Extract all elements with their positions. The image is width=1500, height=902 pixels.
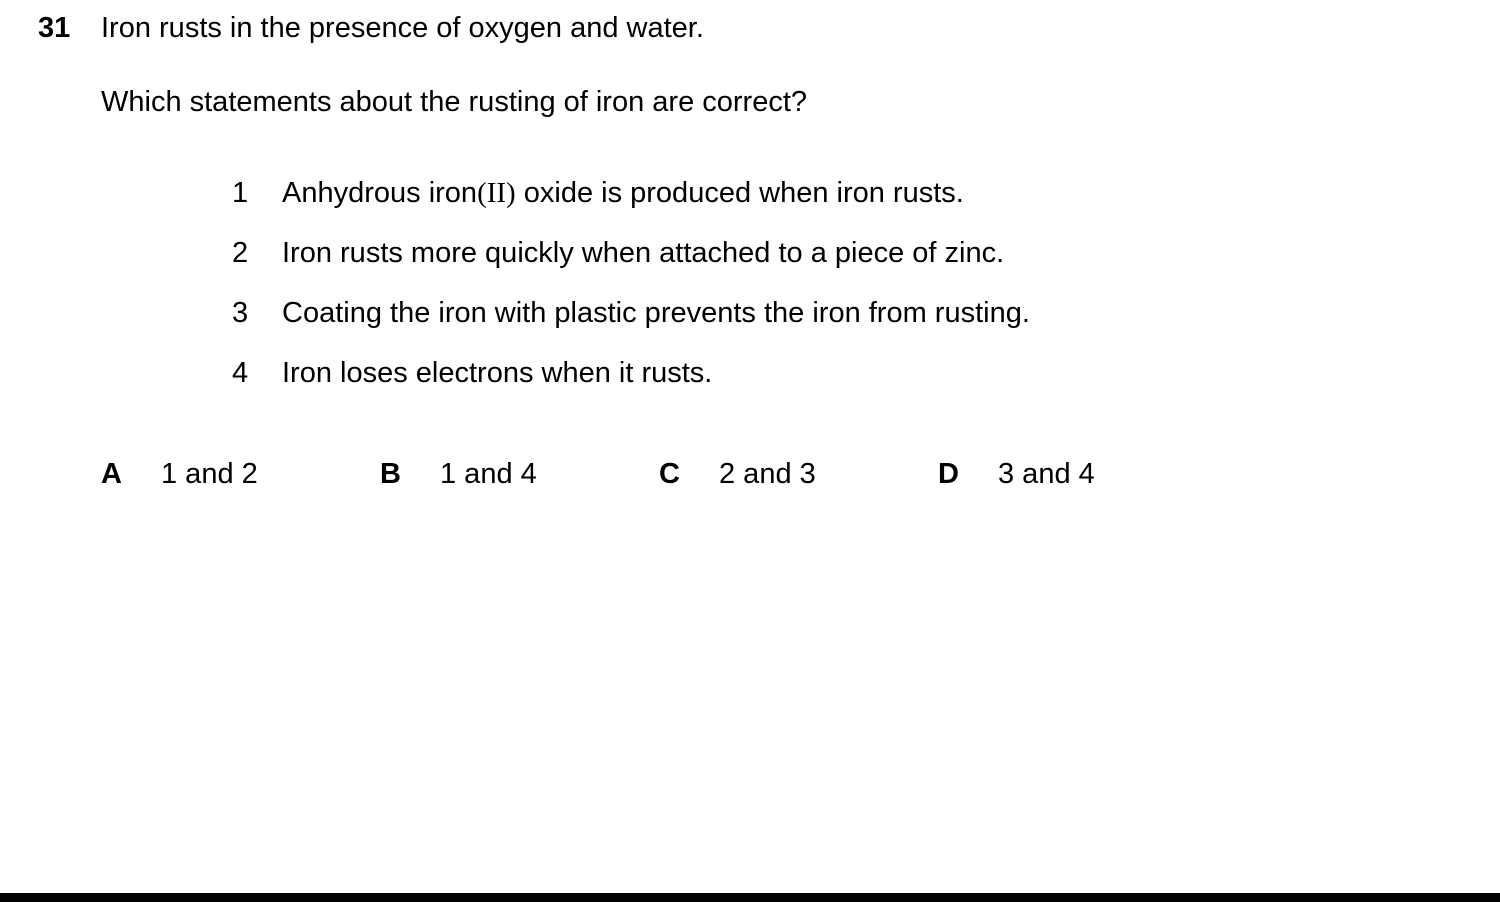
option-text: 3 and 4 — [998, 458, 1095, 490]
option-letter: B — [380, 458, 401, 490]
statement-1 — [232, 175, 964, 211]
option-text: 1 and 2 — [161, 458, 258, 490]
statement-3 — [232, 295, 1030, 331]
question-text: Iron rusts in the presence of oxygen and water. — [101, 12, 704, 44]
statement-number: 1 — [232, 177, 249, 209]
option-c[interactable] — [659, 456, 816, 492]
option-text: 2 and 3 — [719, 458, 816, 490]
statement-text: Coating the iron with plastic prevents the iron from rusting. — [282, 297, 1030, 329]
question-number: 31 — [38, 12, 71, 44]
option-letter: A — [101, 458, 122, 490]
option-text: 1 and 4 — [440, 458, 537, 490]
option-letter: C — [659, 458, 680, 490]
statement-4 — [232, 355, 712, 391]
statement-text-part: Anhydrous iron — [282, 177, 478, 209]
page-footer-bar — [0, 893, 1500, 902]
statement-text-part: oxide is produced when iron rusts. — [515, 177, 964, 209]
option-b[interactable] — [380, 456, 537, 492]
option-d[interactable] — [938, 456, 1095, 492]
question-prompt: Which statements about the rusting of iron are correct? — [101, 86, 808, 118]
statement-text: Iron loses electrons when it rusts. — [282, 357, 713, 389]
option-a[interactable] — [101, 456, 258, 492]
option-letter: D — [938, 458, 959, 490]
statement-number: 3 — [232, 297, 249, 329]
statement-2 — [232, 235, 1004, 271]
statement-text: Iron rusts more quickly when attached to a piece of zinc. — [282, 237, 1005, 269]
oxidation-state: (II) — [477, 177, 516, 209]
statement-number: 2 — [232, 237, 249, 269]
statement-number: 4 — [232, 357, 249, 389]
